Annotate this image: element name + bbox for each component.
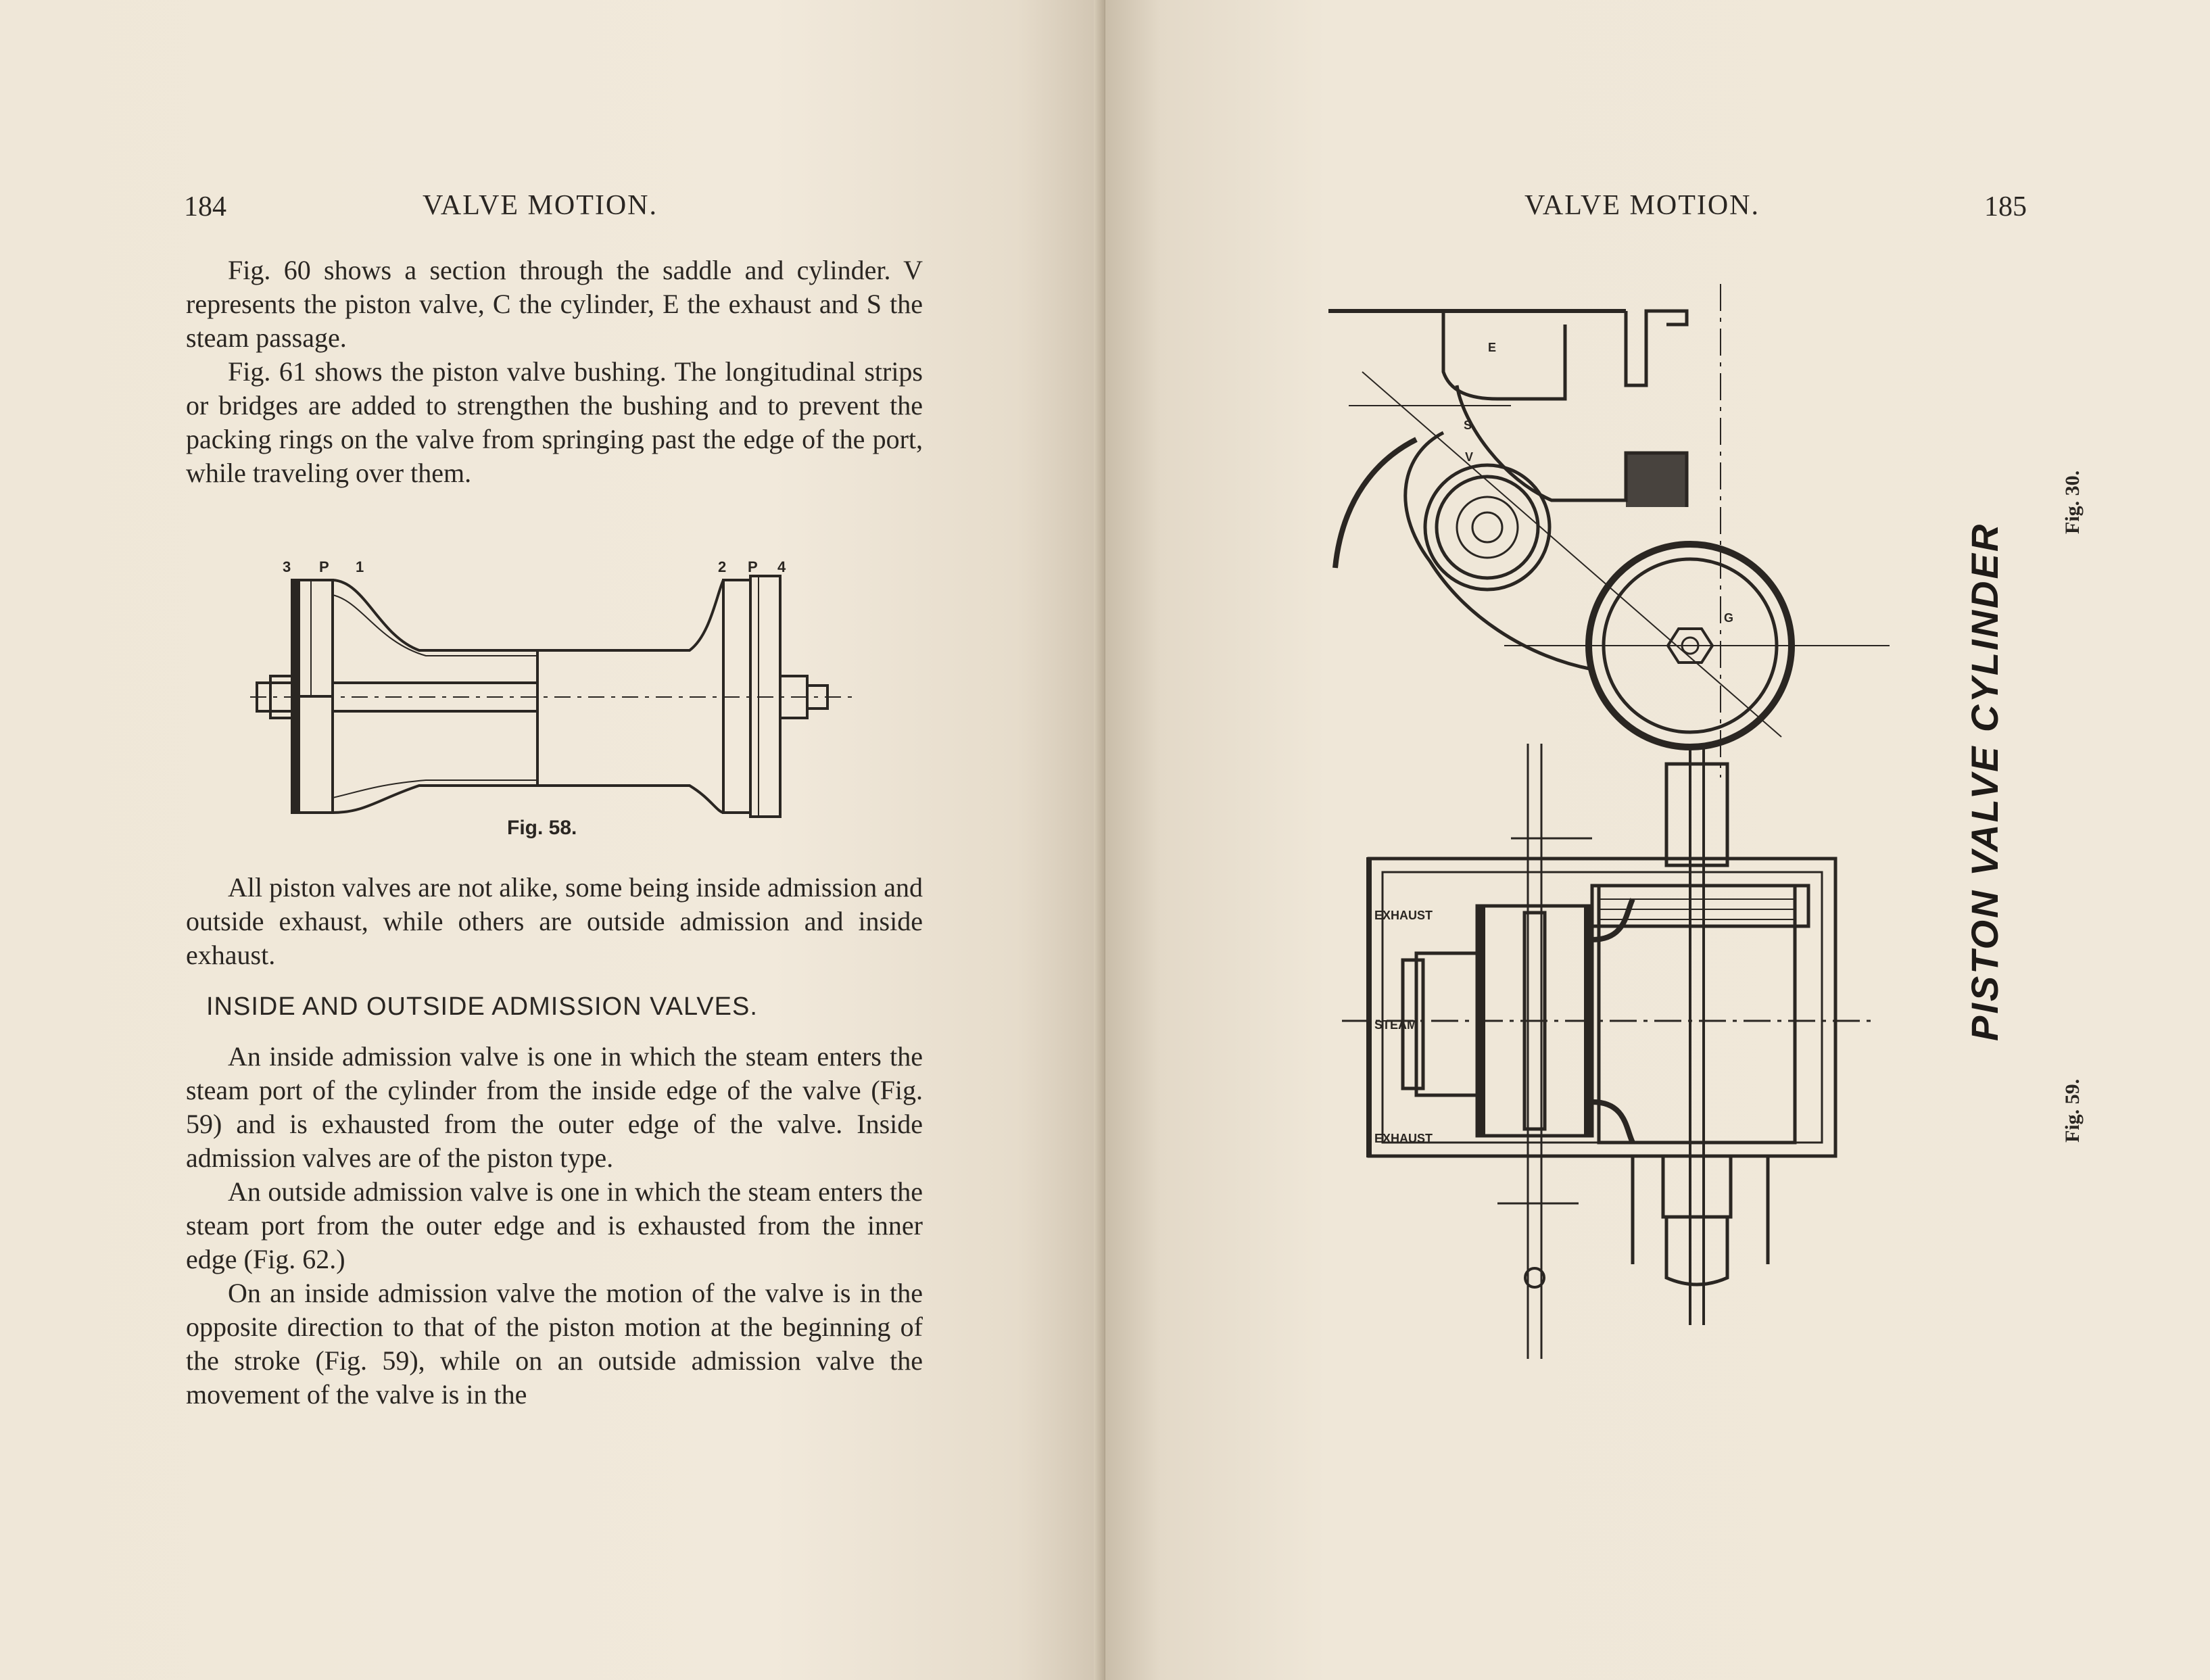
drawing-label-s: S <box>1464 418 1472 432</box>
page-number-left: 184 <box>184 191 226 222</box>
section-heading: INSIDE AND OUTSIDE ADMISSION VALVES. <box>206 992 758 1021</box>
drawing-label-e: E <box>1488 341 1497 354</box>
piston-valve-cylinder-drawing <box>1308 277 1917 1379</box>
fig-label: P <box>319 558 329 575</box>
paragraph: An inside admission valve is one in which the steam enters the steam port of the cylinder from the inside edge of the valve (Fig. 59) and is exhausted from the outer edge of the valve. Inside admission valves are of the piston type. <box>186 1041 923 1173</box>
fig-label: 3 <box>283 558 291 575</box>
paragraph: An outside admission valve is one in which the steam enters the steam port from the outer edge and is exhausted from the inner edge (Fig. 62.) <box>186 1176 923 1274</box>
drawing-label-g: G <box>1724 611 1734 625</box>
drawing-label-steam: STEAM <box>1374 1018 1417 1032</box>
fig-label: 1 <box>356 558 364 575</box>
piston-valve-figure <box>250 554 859 825</box>
running-head-right: VALVE MOTION. <box>1524 190 1760 221</box>
paragraph: On an inside admission valve the motion of the valve is in the opposite direction to that of the piston motion at the beginning of the stroke (Fig. 59), while on an outside admission valve the movement of the valve is in the <box>186 1278 923 1410</box>
page-number-right: 185 <box>1984 191 2027 222</box>
fig-label: 4 <box>777 558 786 575</box>
text-block-top <box>186 254 923 490</box>
drawing-label-v: V <box>1465 450 1474 464</box>
figure-caption: Fig. 58. <box>507 817 577 839</box>
text-block-mid <box>186 871 923 972</box>
fig-label-top: Fig. 30. <box>2061 470 2084 534</box>
paragraph: All piston valves are not alike, some being inside admission and outside exhaust, while others are outside admission and inside exhaust. <box>186 872 923 970</box>
right-page <box>1105 0 2210 1680</box>
fig-label: P <box>748 558 758 575</box>
text-block-bottom <box>186 1040 923 1412</box>
drawing-label-exhaust-bottom: EXHAUST <box>1374 1132 1433 1145</box>
paragraph: Fig. 61 shows the piston valve bushing. The longitudinal strips or bridges are added to strengthen the bushing and to prevent the packing rings on the valve from springing past the edge of the port, while traveling over them. <box>186 356 923 488</box>
paragraph: Fig. 60 shows a section through the saddle and cylinder. V represents the piston valve, C the cylinder, E the exhaust and S the steam passage. <box>186 255 923 353</box>
running-head-left: VALVE MOTION. <box>423 190 658 221</box>
figure-side-captions <box>1944 433 2106 1163</box>
fig-label: 2 <box>718 558 727 575</box>
fig-label-bottom: Fig. 59. <box>2061 1078 2084 1143</box>
drawing-label-exhaust-top: EXHAUST <box>1374 909 1433 922</box>
figure-title: PISTON VALVE CYLINDER <box>1963 522 2006 1041</box>
